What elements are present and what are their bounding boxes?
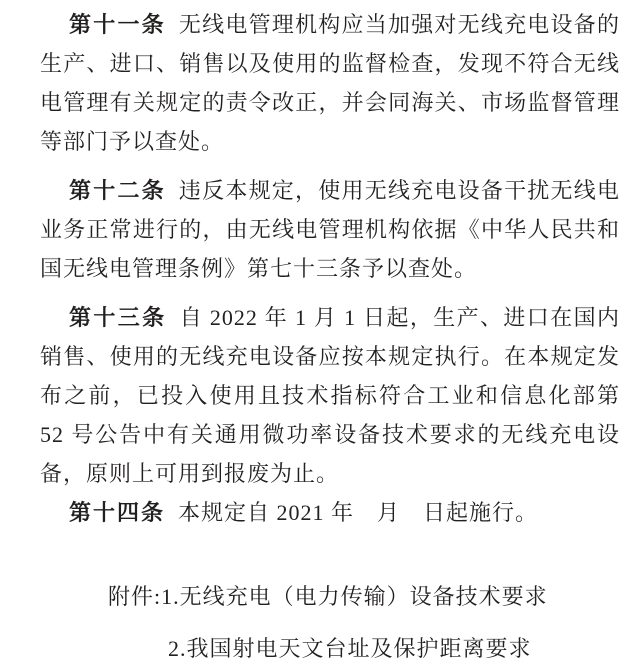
article-13-label: 第十三条: [69, 305, 167, 330]
article-11-text: 无线电管理机构应当加强对无线充电设备的生产、进口、销售以及使用的监督检查，发现不符合无线电管理有关规定的责令改正，并会同海关、市场监督管理等部门予以查处。: [40, 12, 620, 154]
article-14-label: 第十四条: [69, 500, 166, 525]
article-14-text: 本规定自 2021 年 月 日起施行。: [178, 500, 539, 525]
article-12-label: 第十二条: [69, 178, 166, 203]
article-12-text: 违反本规定，使用无线充电设备干扰无线电业务正常进行的，由无线电管理机构依据《中华人民共和国无线电管理条例》第七十三条予以查处。: [40, 178, 620, 281]
article-11-paragraph: [40, 5, 620, 161]
attachments-block: [40, 577, 620, 668]
article-13-paragraph: [40, 298, 620, 493]
article-11-label: 第十一条: [69, 12, 166, 37]
article-14-paragraph: [40, 493, 620, 532]
article-13-text: 自 2022 年 1 月 1 日起，生产、进口在国内销售、使用的无线充电设备应按本规定执行。在本规定发布之前，已投入使用且技术指标符合工业和信息化部第 52 号公告中有关通用微功率设备技术要求的无线充电设备，原则上可用到报废为止。: [40, 305, 620, 486]
article-12-paragraph: [40, 171, 620, 288]
attachment-line-1: 附件:1.无线充电（电力传输）设备技术要求: [108, 584, 548, 609]
attachment-line-2: 2.我国射电天文台址及保护距离要求: [168, 636, 532, 661]
